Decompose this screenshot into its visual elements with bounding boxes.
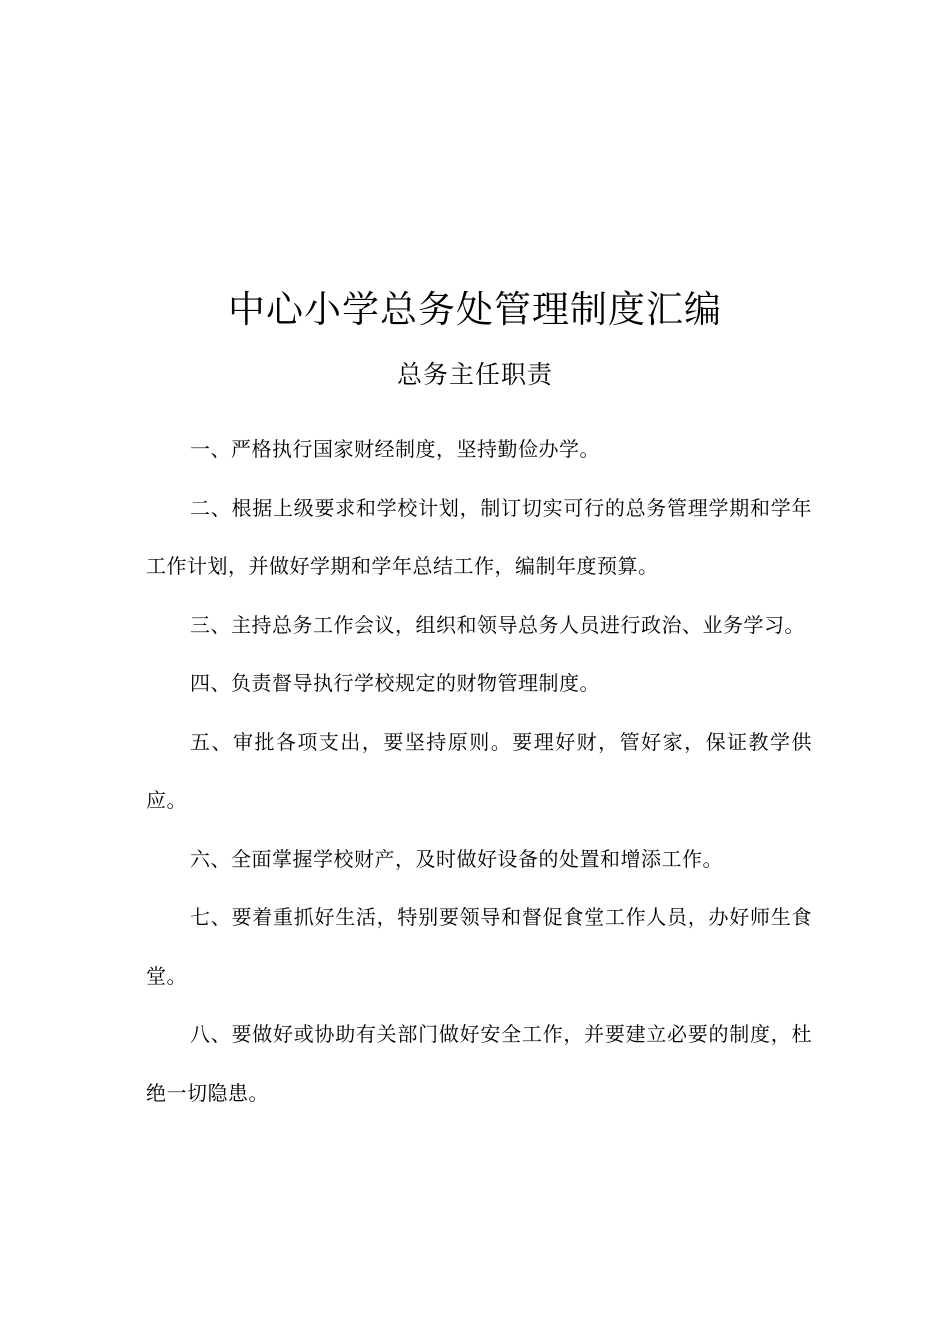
duty-clause-5: 五、审批各项支出，要坚持原则。要理好财，管好家，保证教学供应。: [146, 729, 812, 812]
duty-clause-3: 三、主持总务工作会议，组织和领导总务人员进行政治、业务学习。: [190, 612, 805, 637]
duty-clause-1: 一、严格执行国家财经制度，坚持勤俭办学。: [190, 437, 600, 461]
document-title: 中心小学总务处管理制度汇编: [228, 288, 722, 331]
duty-clause-8: 八、要做好或协助有关部门做好安全工作，并要建立必要的制度，杜绝一切隐患。: [146, 1022, 812, 1105]
section-title: 总务主任职责: [396, 360, 553, 389]
duty-clause-2: 二、根据上级要求和学校计划，制订切实可行的总务管理学期和学年工作计划，并做好学期和学年总结工作，编制年度预算。: [146, 495, 812, 578]
duty-clause-4: 四、负责督导执行学校规定的财物管理制度。: [190, 671, 600, 695]
duty-clause-6: 六、全面掌握学校财产，及时做好设备的处置和增添工作。: [190, 846, 723, 871]
duty-clause-7: 七、要着重抓好生活，特别要领导和督促食堂工作人员，办好师生食堂。: [146, 905, 812, 988]
duties-list: [146, 420, 812, 1122]
